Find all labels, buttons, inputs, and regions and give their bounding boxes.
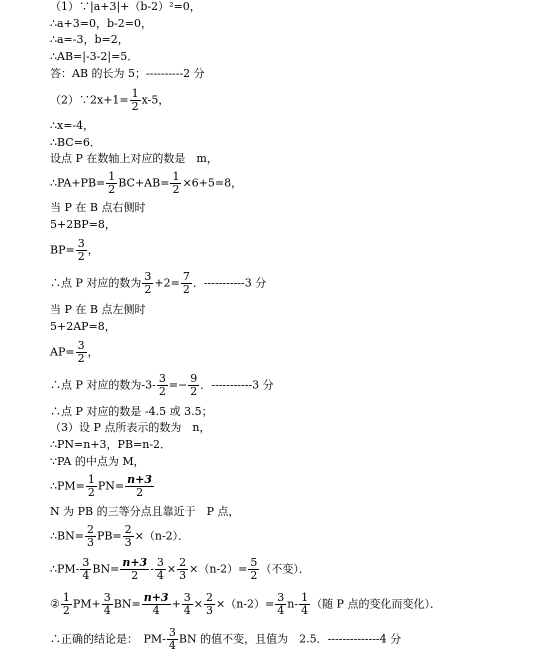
fraction-one-half bbox=[170, 171, 181, 196]
fraction-three-quarters bbox=[167, 627, 178, 652]
fraction-nine-halves bbox=[188, 373, 199, 398]
fraction-three-halves bbox=[76, 238, 87, 263]
fraction-seven-halves bbox=[181, 271, 192, 296]
fraction-denominator: 2 bbox=[172, 183, 180, 196]
line-18-text-a: ∴点 P 对应的数为-3- bbox=[50, 378, 156, 392]
fraction-numerator: 2 bbox=[179, 556, 187, 569]
fraction-numerator: 7 bbox=[182, 270, 190, 283]
fraction-denominator: 3 bbox=[206, 604, 214, 617]
line-10-text-a: ∴PA+PB= bbox=[50, 176, 106, 190]
line-13-text-b: ， bbox=[87, 243, 99, 257]
line-14-text-b: +2= bbox=[154, 276, 180, 290]
fraction-numerator: 2 bbox=[206, 591, 214, 604]
fraction-numerator: 1 bbox=[108, 170, 116, 183]
fraction-five-halves bbox=[248, 557, 259, 582]
fraction-numerator: 3 bbox=[144, 270, 152, 283]
fraction-numerator: 1 bbox=[301, 591, 309, 604]
line-27-text-d: + bbox=[171, 597, 181, 611]
fraction-one-half bbox=[130, 88, 141, 113]
line-27-text-a: ② bbox=[50, 597, 60, 611]
fraction-denominator: 2 bbox=[77, 352, 85, 365]
fraction-denominator: 2 bbox=[77, 250, 85, 263]
fraction-three-halves bbox=[142, 271, 153, 296]
fraction-numerator: 3 bbox=[103, 591, 111, 604]
line-27-text-b: PM+ bbox=[72, 597, 101, 611]
line-27-text-g: n- bbox=[287, 597, 299, 611]
fraction-denominator: 4 bbox=[183, 604, 191, 617]
fraction-denominator: 3 bbox=[86, 536, 94, 549]
fraction-one-quarter bbox=[299, 592, 310, 617]
fraction-numerator: 2 bbox=[124, 523, 132, 536]
fraction-denominator: 4 bbox=[156, 569, 164, 582]
line-6 bbox=[50, 88, 169, 113]
fraction-three-quarters bbox=[275, 592, 286, 617]
line-26 bbox=[50, 557, 310, 582]
line-26-text-c: - bbox=[150, 562, 154, 576]
fraction-denominator: 4 bbox=[152, 604, 160, 617]
line-7: ∴x=-4， bbox=[50, 119, 95, 132]
fraction-numerator: n+3 bbox=[122, 556, 148, 569]
line-11: 当 P 在 B 点右侧时 bbox=[50, 201, 146, 214]
fraction-numerator: 1 bbox=[87, 473, 95, 486]
line-25-text-c: ×（n-2）． bbox=[134, 529, 190, 543]
line-1: （1）∵|a+3|+（b-2）²=0， bbox=[50, 0, 201, 13]
fraction-numerator: 2 bbox=[86, 523, 94, 536]
line-27-text-e: × bbox=[193, 597, 204, 611]
fraction-denominator: 2 bbox=[87, 486, 95, 499]
fraction-denominator: 2 bbox=[108, 183, 116, 196]
fraction-denominator: 4 bbox=[82, 569, 90, 582]
fraction-two-thirds bbox=[204, 592, 215, 617]
line-27-text-h: （随 P 点的变化而变化）． bbox=[311, 597, 441, 611]
fraction-numerator: 3 bbox=[77, 237, 85, 250]
fraction-two-thirds bbox=[123, 524, 134, 549]
line-19: ∴点 P 对应的数是 -4.5 或 3.5； bbox=[50, 405, 213, 418]
fraction-three-quarters bbox=[102, 592, 113, 617]
fraction-denominator: 4 bbox=[168, 639, 176, 652]
line-17-text-b: ， bbox=[87, 345, 99, 359]
line-17 bbox=[50, 340, 99, 365]
line-20: （3）设 P 点所表示的数为 n， bbox=[50, 421, 211, 434]
line-26-text-b: BN= bbox=[92, 562, 120, 576]
fraction-n-plus-3-over-2 bbox=[125, 474, 154, 499]
fraction-numerator: 3 bbox=[277, 591, 285, 604]
line-4: ∴AB=|-3-2|=5． bbox=[50, 50, 139, 63]
line-26-text-a: ∴PM- bbox=[50, 562, 80, 576]
fraction-denominator: 2 bbox=[182, 283, 190, 296]
line-25 bbox=[50, 524, 189, 549]
line-2: ∴a+3=0，b-2=0， bbox=[50, 17, 152, 30]
fraction-numerator: 3 bbox=[158, 372, 166, 385]
line-27-text-f: ×（n-2）= bbox=[216, 597, 275, 611]
fraction-numerator: n+3 bbox=[143, 591, 169, 604]
fraction-three-quarters bbox=[155, 557, 166, 582]
line-25-text-a: ∴BN= bbox=[50, 529, 84, 543]
line-27 bbox=[50, 592, 441, 617]
line-18 bbox=[50, 373, 274, 398]
fraction-numerator: 1 bbox=[172, 170, 180, 183]
fraction-denominator: 2 bbox=[131, 100, 139, 113]
fraction-three-quarters bbox=[80, 557, 91, 582]
fraction-denominator: 4 bbox=[301, 604, 309, 617]
line-10-text-c: ×6+5=8， bbox=[182, 176, 243, 190]
fraction-numerator: n+3 bbox=[127, 473, 153, 486]
line-23-text-b: PN= bbox=[97, 479, 125, 493]
fraction-numerator: 3 bbox=[183, 591, 191, 604]
line-23-text-a: ∴PM= bbox=[50, 479, 85, 493]
line-9: 设点 P 在数轴上对应的数是 m， bbox=[50, 152, 218, 165]
fraction-denominator: 2 bbox=[158, 385, 166, 398]
fraction-three-quarters bbox=[182, 592, 193, 617]
line-18-text-b: =− bbox=[168, 378, 188, 392]
line-27-text-c: BN= bbox=[113, 597, 141, 611]
line-28 bbox=[50, 627, 401, 652]
line-10 bbox=[50, 171, 242, 196]
line-26-text-e: ×（n-2）= bbox=[189, 562, 248, 576]
line-6-text-b: x-5， bbox=[141, 93, 170, 107]
line-26-text-d: × bbox=[166, 562, 177, 576]
fraction-one-half bbox=[86, 474, 97, 499]
line-8: ∴BC=6． bbox=[50, 136, 101, 149]
line-22: ∵PA 的中点为 M， bbox=[50, 455, 145, 468]
fraction-three-halves bbox=[157, 373, 168, 398]
fraction-numerator: 1 bbox=[62, 591, 70, 604]
line-25-text-b: PB= bbox=[96, 529, 122, 543]
line-23 bbox=[50, 474, 155, 499]
line-10-text-b: BC+AB= bbox=[118, 176, 170, 190]
fraction-denominator: 4 bbox=[277, 604, 285, 617]
fraction-numerator: 5 bbox=[250, 556, 258, 569]
fraction-denominator: 2 bbox=[131, 569, 139, 582]
line-13-text-a: BP= bbox=[50, 243, 75, 257]
line-17-text-a: AP= bbox=[50, 345, 75, 359]
line-14-text-c: ．-----------3 分 bbox=[192, 276, 267, 290]
fraction-two-thirds bbox=[177, 557, 188, 582]
fraction-n-plus-3-over-4 bbox=[142, 592, 171, 617]
line-18-text-c: ．-----------3 分 bbox=[200, 378, 274, 392]
fraction-denominator: 4 bbox=[103, 604, 111, 617]
line-3: ∴a=-3，b=2， bbox=[50, 33, 129, 46]
fraction-denominator: 2 bbox=[250, 569, 258, 582]
fraction-numerator: 9 bbox=[190, 372, 198, 385]
fraction-denominator: 2 bbox=[62, 604, 70, 617]
fraction-denominator: 3 bbox=[124, 536, 132, 549]
fraction-numerator: 3 bbox=[77, 339, 85, 352]
fraction-numerator: 3 bbox=[168, 626, 176, 639]
line-5: 答：AB 的长为 5；----------2 分 bbox=[50, 67, 205, 80]
line-13 bbox=[50, 238, 99, 263]
fraction-two-thirds bbox=[85, 524, 96, 549]
fraction-one-half bbox=[61, 592, 72, 617]
line-14 bbox=[50, 271, 266, 296]
fraction-n-plus-3-over-2 bbox=[120, 557, 149, 582]
fraction-one-half bbox=[106, 171, 117, 196]
fraction-three-halves bbox=[76, 340, 87, 365]
line-16: 5+2AP=8， bbox=[50, 320, 116, 333]
fraction-denominator: 2 bbox=[136, 486, 144, 499]
fraction-denominator: 2 bbox=[190, 385, 198, 398]
fraction-denominator: 2 bbox=[144, 283, 152, 296]
line-26-text-f: （不变）． bbox=[260, 562, 310, 576]
line-6-text-a: （2）∵2x+1= bbox=[50, 93, 129, 107]
line-15: 当 P 在 B 点左侧时 bbox=[50, 303, 146, 316]
fraction-numerator: 3 bbox=[82, 556, 90, 569]
line-28-text-b: BN 的值不变，且值为 2.5．--------------4 分 bbox=[178, 632, 402, 646]
line-28-text-a: ∴正确的结论是： PM- bbox=[50, 632, 166, 646]
fraction-numerator: 3 bbox=[156, 556, 164, 569]
fraction-denominator: 3 bbox=[179, 569, 187, 582]
line-12: 5+2BP=8， bbox=[50, 218, 116, 231]
fraction-numerator: 1 bbox=[131, 87, 139, 100]
line-14-text-a: ∴点 P 对应的数为 bbox=[50, 276, 142, 290]
line-21: ∴PN=n+3，PB=n-2． bbox=[50, 438, 172, 451]
line-24: N 为 PB 的三等分点且靠近于 P 点， bbox=[50, 505, 240, 518]
